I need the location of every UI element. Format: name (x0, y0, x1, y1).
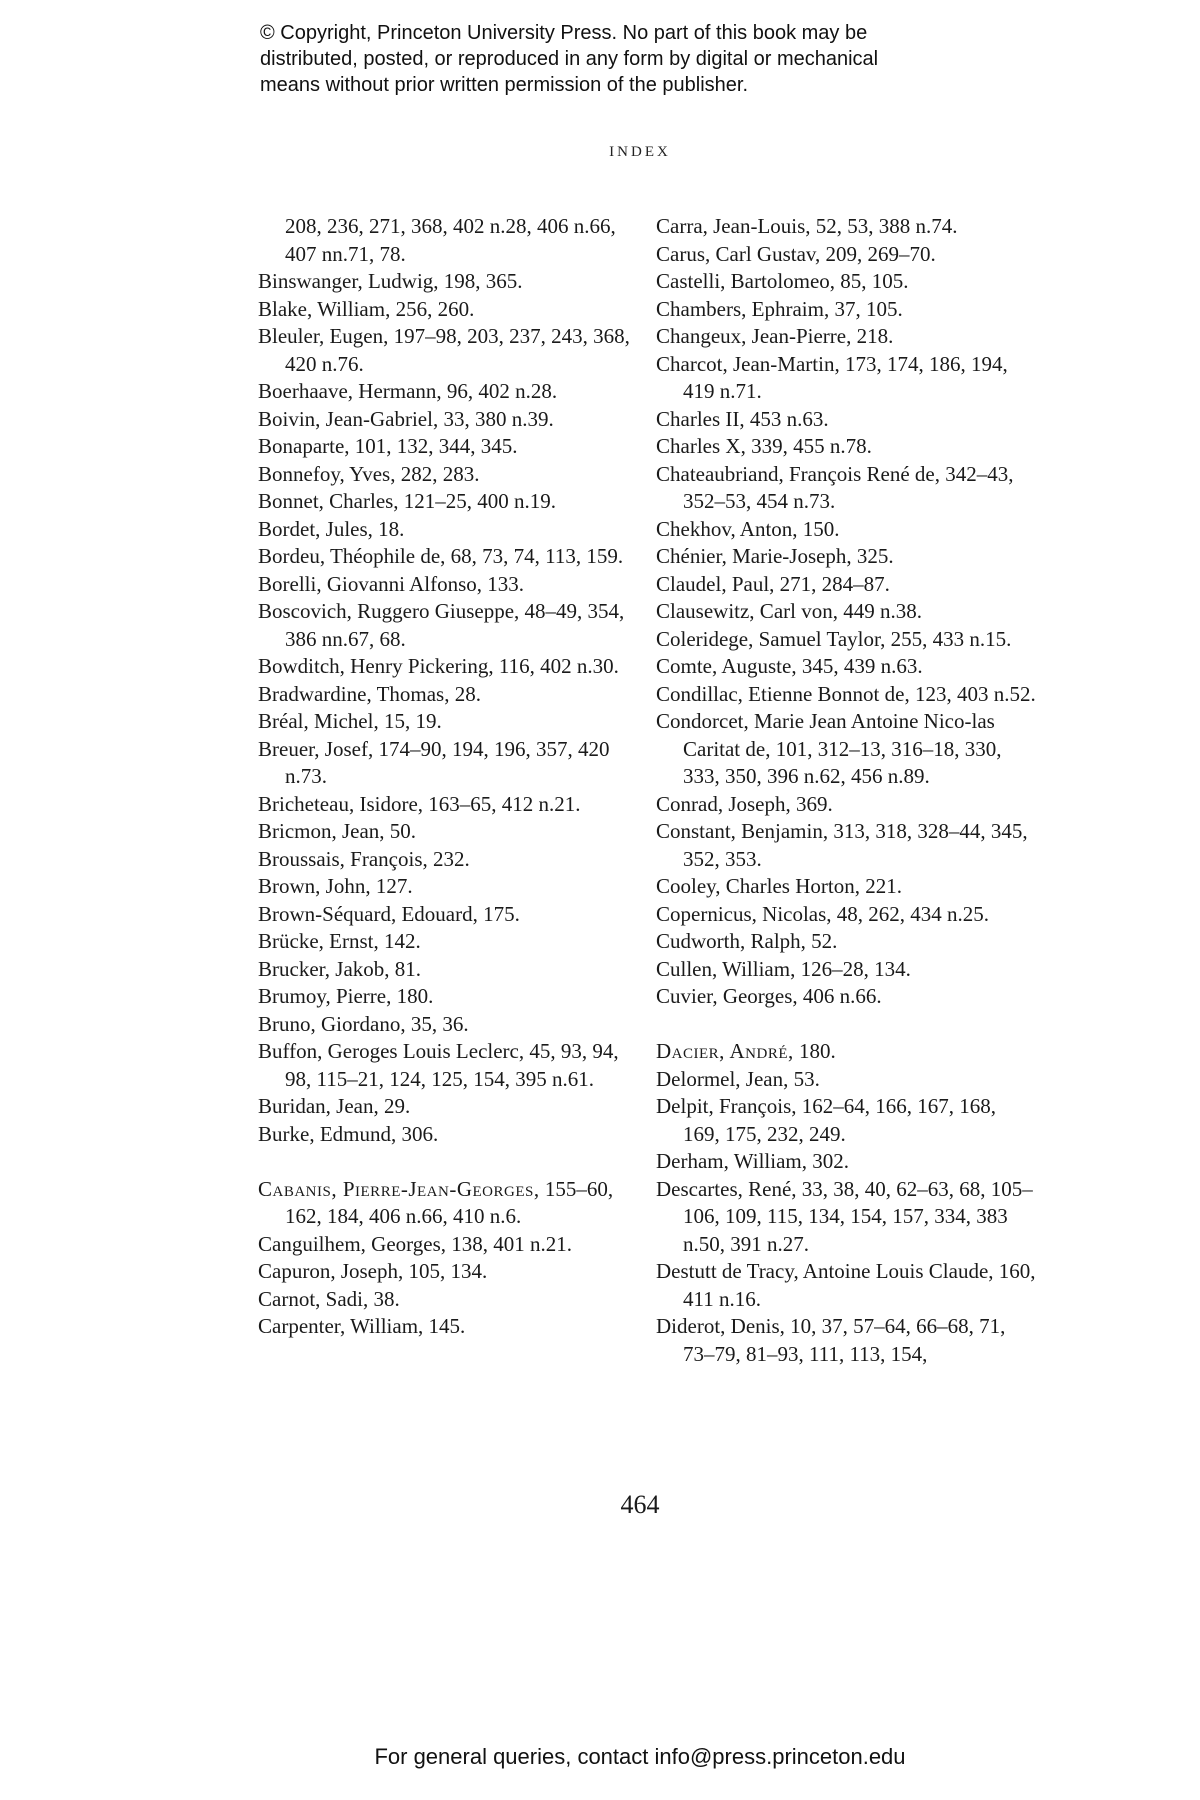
index-entry: Condorcet, Marie Jean Antoine Nico-las Caritat de, 101, 312–13, 316–18, 330, 333, 350, 396 n.62, 456 n.89. (656, 709, 1002, 788)
index-entry: Derham, William, 302. (656, 1149, 849, 1173)
page-number: 464 (620, 1490, 660, 1519)
index-entry: Canguilhem, Georges, 138, 401 n.21. (258, 1231, 572, 1256)
index-entry: Charles II, 453 n.63. (656, 406, 829, 431)
index-entry: Bordeu, Théophile de, 68, 73, 74, 113, 159. (258, 544, 624, 568)
index-entry: Coleridege, Samuel Taylor, 255, 433 n.15. (656, 626, 1012, 651)
index-entry: Delormel, Jean, 53. (656, 1066, 820, 1091)
copyright-notice (260, 20, 980, 98)
index-entry: Cooley, Charles Horton, 221. (656, 874, 902, 898)
index-entry: Changeux, Jean-Pierre, 218. (656, 324, 894, 348)
index-entry: Carpenter, William, 145. (258, 1314, 466, 1338)
index-entry: Destutt de Tracy, Antoine Louis Claude, 160, 411 n.16. (656, 1259, 1036, 1311)
index-entry: Bricheteau, Isidore, 163–65, 412 n.21. (258, 791, 581, 816)
index-entry: Broussais, François, 232. (258, 846, 470, 871)
index-entry: Charles X, 339, 455 n.78. (656, 434, 872, 458)
index-entry: Bruno, Giordano, 35, 36. (258, 1011, 469, 1036)
index-entry: Delpit, François, 162–64, 166, 167, 168, 169, 175, 232, 249. (656, 1094, 997, 1146)
index-entry: Cuvier, Georges, 406 n.66. (656, 984, 882, 1008)
index-entry-pages: 180. (793, 1039, 836, 1063)
running-head: INDEX (609, 144, 671, 160)
index-entry: Conrad, Joseph, 369. (656, 791, 833, 816)
index-entry: Bonnet, Charles, 121–25, 400 n.19. (258, 489, 557, 513)
index-entry-heading: Cabanis, Pierre-Jean-Georges, (258, 1176, 540, 1201)
index-entry: Chateaubriand, François René de, 342–43, 352–53, 454 n.73. (656, 461, 1014, 513)
index-entry: Burke, Edmund, 306. (258, 1121, 439, 1146)
index-entry: Condillac, Etienne Bonnot de, 123, 403 n.52. (656, 681, 1036, 706)
index-entry-heading: Dacier, André, (656, 1039, 794, 1063)
index-entry: Diderot, Denis, 10, 37, 57–64, 66–68, 71, 73–79, 81–93, 111, 113, 154, (656, 1314, 1006, 1366)
index-entry (258, 1176, 638, 1231)
index-entry: Carus, Carl Gustav, 209, 269–70. (656, 241, 936, 266)
index-entry: Bordet, Jules, 18. (258, 516, 405, 541)
index-entry: Claudel, Paul, 271, 284–87. (656, 571, 890, 596)
index-entry: Brown-Séquard, Edouard, 175. (258, 901, 520, 926)
index-entry: Chekhov, Anton, 150. (656, 516, 840, 541)
index-entry: Binswanger, Ludwig, 198, 365. (258, 269, 523, 293)
index-entry: Bricmon, Jean, 50. (258, 819, 417, 843)
index-entry: Descartes, René, 33, 38, 40, 62–63, 68, 105–106, 109, 115, 134, 154, 157, 334, 383 n.50, 391 n.27. (656, 1176, 1033, 1256)
index-entry: Bonaparte, 101, 132, 344, 345. (258, 434, 518, 458)
index-entry: Boerhaave, Hermann, 96, 402 n.28. (258, 379, 558, 403)
index-entry: Carnot, Sadi, 38. (258, 1286, 400, 1311)
index-entry: Brown, John, 127. (258, 874, 413, 898)
index-entry: Charcot, Jean-Martin, 173, 174, 186, 194, 419 n.71. (656, 351, 1008, 403)
copyright-line: distributed, posted, or reproduced in any form by digital or mechanical (260, 48, 879, 70)
index-entry: Buridan, Jean, 29. (258, 1094, 411, 1118)
index-entry: Comte, Auguste, 345, 439 n.63. (656, 654, 923, 678)
index-entry: Cullen, William, 126–28, 134. (656, 956, 911, 981)
index-entry: Brücke, Ernst, 142. (258, 929, 421, 953)
index-entry: Breuer, Josef, 174–90, 194, 196, 357, 420 n.73. (258, 736, 610, 788)
index-entry: Bréal, Michel, 15, 19. (258, 709, 442, 733)
index-column-right (656, 213, 1036, 1368)
index-entry: Clausewitz, Carl von, 449 n.38. (656, 599, 922, 623)
index-entry (656, 1038, 1036, 1066)
index-entry: Capuron, Joseph, 105, 134. (258, 1259, 488, 1283)
index-entry: Chambers, Ephraim, 37, 105. (656, 296, 903, 321)
index-entry: Constant, Benjamin, 313, 318, 328–44, 345, 352, 353. (656, 819, 1028, 871)
index-entry: Carra, Jean-Louis, 52, 53, 388 n.74. (656, 214, 958, 238)
copyright-line: means without prior written permission of the publisher. (260, 74, 749, 96)
index-entry: 208, 236, 271, 368, 402 n.28, 406 n.66, 407 nn.71, 78. (285, 214, 616, 266)
index-entry: Cudworth, Ralph, 52. (656, 929, 838, 953)
index-entry: Chénier, Marie-Joseph, 325. (656, 544, 894, 568)
index-entry: Borelli, Giovanni Alfonso, 133. (258, 571, 524, 596)
index-entry: Boivin, Jean-Gabriel, 33, 380 n.39. (258, 406, 554, 431)
index-entry: Brumoy, Pierre, 180. (258, 984, 434, 1008)
copyright-line: © Copyright, Princeton University Press. No part of this book may be (260, 22, 868, 44)
index-entry: Blake, William, 256, 260. (258, 296, 475, 321)
index-entry: Bleuler, Eugen, 197–98, 203, 237, 243, 368, 420 n.76. (258, 324, 630, 376)
index-entry: Brucker, Jakob, 81. (258, 956, 422, 981)
index-entry: Castelli, Bartolomeo, 85, 105. (656, 269, 909, 293)
index-entry: Bradwardine, Thomas, 28. (258, 681, 481, 706)
index-entry: Bowditch, Henry Pickering, 116, 402 n.30. (258, 654, 619, 678)
index-entry: Buffon, Geroges Louis Leclerc, 45, 93, 94, 98, 115–21, 124, 125, 154, 395 n.61. (258, 1039, 619, 1091)
index-entry: Boscovich, Ruggero Giuseppe, 48–49, 354, 386 nn.67, 68. (258, 599, 625, 651)
index-entry-pages: 155–60, 162, 184, 406 n.66, 410 n.6. (285, 1176, 614, 1228)
index-entry: Copernicus, Nicolas, 48, 262, 434 n.25. (656, 901, 990, 926)
footer-contact: For general queries, contact info@press.princeton.edu (374, 1744, 906, 1769)
index-entry: Bonnefoy, Yves, 282, 283. (258, 461, 480, 486)
index-column-left (258, 213, 638, 1341)
